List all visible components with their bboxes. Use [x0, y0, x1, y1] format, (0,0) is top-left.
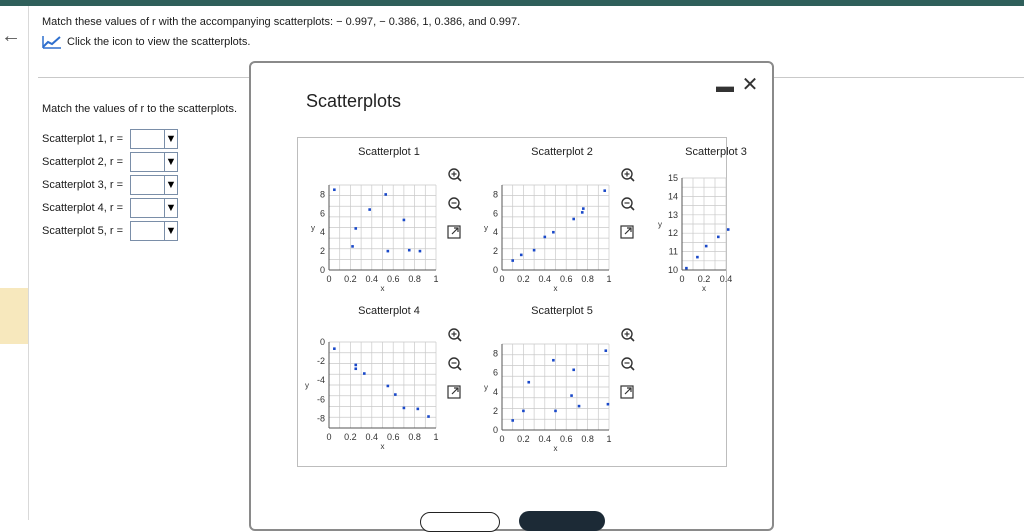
zoom-in-icon: [631, 338, 635, 342]
data-point: [403, 219, 406, 222]
x-tick-label: 1: [433, 432, 439, 442]
scatterplots-panel: [297, 137, 747, 467]
r-select-1[interactable]: [130, 129, 178, 149]
data-point: [581, 211, 584, 214]
y-axis-label: y: [484, 383, 488, 392]
x-tick-label: 1: [433, 274, 439, 284]
data-point: [419, 250, 422, 253]
data-point: [603, 189, 606, 192]
x-tick-label: 0: [499, 274, 505, 284]
x-tick-label: 0.6: [559, 434, 573, 444]
zoom-out-icon: [631, 207, 635, 211]
row-label: Scatterplot 2, r =: [42, 155, 124, 168]
row-label: Scatterplot 3, r =: [42, 178, 124, 191]
zoom-in-icon: [631, 178, 635, 182]
x-tick-label: 0: [326, 432, 332, 442]
y-axis-label: y: [658, 220, 662, 229]
plot-title: Scatterplot 2: [531, 146, 593, 158]
expand-icon: [625, 388, 631, 394]
y-tick-label: 6: [319, 208, 325, 219]
y-tick-label: -4: [316, 375, 325, 386]
answer-row: [42, 150, 178, 173]
data-point: [417, 408, 420, 411]
question-text: Match these values of r with the accompanying scatterplots: − 0.997, − 0.386, 1, 0.386, and 0.997.: [42, 16, 521, 28]
data-point: [363, 372, 366, 375]
x-tick-label: 1: [606, 434, 612, 444]
x-axis-label: x: [380, 284, 385, 293]
y-tick-label: 4: [492, 227, 498, 238]
x-tick-label: 0: [499, 434, 505, 444]
answer-row: [42, 127, 178, 150]
dropdown-caret-icon[interactable]: ▼: [164, 176, 177, 194]
y-axis-label: y: [484, 223, 488, 233]
x-tick-label: 0: [679, 274, 685, 284]
y-tick-label: 0: [319, 265, 325, 275]
left-divider: [28, 6, 29, 520]
x-tick-label: 0.4: [365, 274, 379, 284]
data-point: [333, 188, 336, 191]
data-point: [354, 364, 357, 367]
x-tick-label: 0.4: [365, 432, 379, 442]
y-tick-label: 8: [492, 348, 498, 359]
x-tick-label: 0.8: [581, 274, 594, 284]
data-point: [387, 385, 390, 388]
row-label: Scatterplot 4, r =: [42, 201, 124, 214]
y-tick-label: 6: [492, 208, 498, 219]
data-point: [727, 228, 730, 231]
data-point: [552, 359, 555, 362]
data-point: [333, 347, 336, 350]
hint-text[interactable]: Click the icon to view the scatterplots.: [67, 36, 251, 48]
answer-row: [42, 173, 178, 196]
zoom-out-icon: [631, 367, 635, 371]
dropdown-caret-icon[interactable]: ▼: [164, 130, 177, 148]
data-point: [544, 236, 547, 239]
x-tick-label: 0.6: [386, 432, 400, 442]
x-tick-label: 0.2: [344, 274, 357, 284]
data-point: [572, 369, 575, 372]
zoom-in-icon: [458, 178, 462, 182]
plot-title: Scatterplot 1: [358, 146, 420, 158]
x-tick-label: 0.2: [344, 432, 357, 442]
x-tick-label: 0.2: [697, 274, 711, 284]
close-button[interactable]: ✕: [741, 74, 759, 96]
data-point: [527, 381, 530, 384]
y-axis-label: y: [311, 223, 315, 233]
y-tick-label: 15: [667, 173, 678, 183]
y-tick-label: 2: [319, 246, 325, 257]
answer-rows: [42, 127, 178, 242]
data-point: [403, 407, 406, 410]
x-axis-label: x: [380, 442, 385, 451]
top-bar: [0, 0, 1024, 6]
x-axis-label: x: [553, 284, 558, 293]
primary-button[interactable]: [519, 511, 605, 531]
y-tick-label: 11: [668, 246, 678, 257]
answer-row: [42, 219, 178, 242]
plot-title: Scatterplot 4: [358, 305, 420, 317]
data-point: [354, 227, 357, 230]
x-tick-label: 0.6: [559, 274, 573, 284]
data-point: [368, 208, 371, 211]
answer-row: [42, 196, 178, 219]
data-point: [520, 254, 523, 257]
x-tick-label: 0.4: [538, 274, 552, 284]
y-tick-label: 2: [492, 405, 498, 416]
zoom-out-icon: [458, 207, 462, 211]
data-point: [572, 218, 575, 221]
dropdown-caret-icon[interactable]: ▼: [164, 153, 177, 171]
x-tick-label: 0.4: [538, 434, 552, 444]
y-tick-label: 12: [667, 228, 678, 239]
x-tick-label: 0.2: [517, 434, 530, 444]
y-tick-label: 0: [319, 337, 325, 347]
minimize-button[interactable]: ▬: [716, 76, 734, 96]
y-axis-label: y: [305, 381, 309, 390]
dropdown-caret-icon[interactable]: ▼: [164, 199, 177, 217]
y-tick-label: 8: [319, 189, 325, 200]
secondary-button[interactable]: [420, 512, 500, 532]
x-tick-label: 0.2: [517, 274, 530, 284]
x-axis-label: x: [553, 444, 558, 453]
data-point: [511, 419, 514, 422]
data-point: [554, 410, 557, 413]
x-tick-label: 0.6: [386, 274, 400, 284]
y-tick-label: -6: [316, 394, 325, 405]
expand-icon: [625, 228, 631, 234]
data-point: [533, 249, 536, 252]
x-tick-label: 0: [326, 274, 332, 284]
data-point: [354, 367, 357, 370]
dialog-title: Scatterplots: [306, 91, 402, 111]
x-tick-label: 0.4: [719, 274, 733, 284]
data-point: [522, 410, 525, 413]
plot-title: Scatterplot 3: [685, 146, 747, 158]
row-label: Scatterplot 1, r =: [42, 132, 124, 145]
data-point: [717, 236, 720, 239]
y-tick-label: 0: [492, 265, 498, 275]
match-prompt: Match the values of r to the scatterplots.: [42, 103, 238, 115]
data-point: [582, 207, 585, 210]
data-point: [511, 259, 514, 262]
data-point: [604, 349, 607, 352]
data-point: [705, 245, 708, 248]
y-tick-label: 6: [492, 367, 498, 378]
data-point: [384, 193, 387, 196]
hint-row[interactable]: [42, 34, 250, 50]
x-tick-label: 0.8: [581, 434, 594, 444]
scatterplots-svg: [298, 138, 747, 466]
y-tick-label: 8: [492, 189, 498, 200]
y-tick-label: -8: [316, 413, 325, 424]
y-tick-label: -2: [316, 356, 325, 367]
back-arrow-icon[interactable]: ←: [1, 25, 21, 47]
x-tick-label: 0.8: [408, 274, 421, 284]
data-point: [408, 249, 411, 252]
y-tick-label: 2: [492, 246, 498, 257]
expand-icon: [452, 388, 458, 394]
y-tick-label: 4: [492, 386, 498, 397]
data-point: [578, 405, 581, 408]
r-select-3[interactable]: [130, 175, 178, 195]
data-point: [427, 415, 430, 418]
data-point: [394, 393, 397, 396]
r-select-5[interactable]: [130, 221, 178, 241]
x-tick-label: 1: [606, 274, 612, 284]
r-select-4[interactable]: [130, 198, 178, 218]
row-label: Scatterplot 5, r =: [42, 224, 124, 237]
data-point: [387, 250, 390, 253]
question-marker: [0, 288, 28, 344]
dropdown-caret-icon[interactable]: ▼: [164, 222, 177, 240]
chart-icon[interactable]: [42, 35, 62, 49]
data-point: [570, 394, 573, 397]
plot-title: Scatterplot 5: [531, 305, 593, 317]
y-tick-label: 0: [492, 425, 498, 435]
zoom-out-icon: [458, 367, 462, 371]
data-point: [685, 267, 688, 270]
y-tick-label: 14: [667, 191, 678, 202]
y-tick-label: 13: [667, 209, 678, 220]
r-select-2[interactable]: [130, 152, 178, 172]
data-point: [351, 245, 354, 248]
expand-icon: [452, 228, 458, 234]
data-point: [696, 256, 699, 259]
x-axis-label: x: [702, 284, 706, 293]
zoom-in-icon: [458, 338, 462, 342]
y-tick-label: 4: [319, 227, 325, 238]
data-point: [552, 231, 555, 234]
y-tick-label: 10: [667, 265, 678, 275]
x-tick-label: 0.8: [408, 432, 421, 442]
data-point: [607, 403, 610, 406]
